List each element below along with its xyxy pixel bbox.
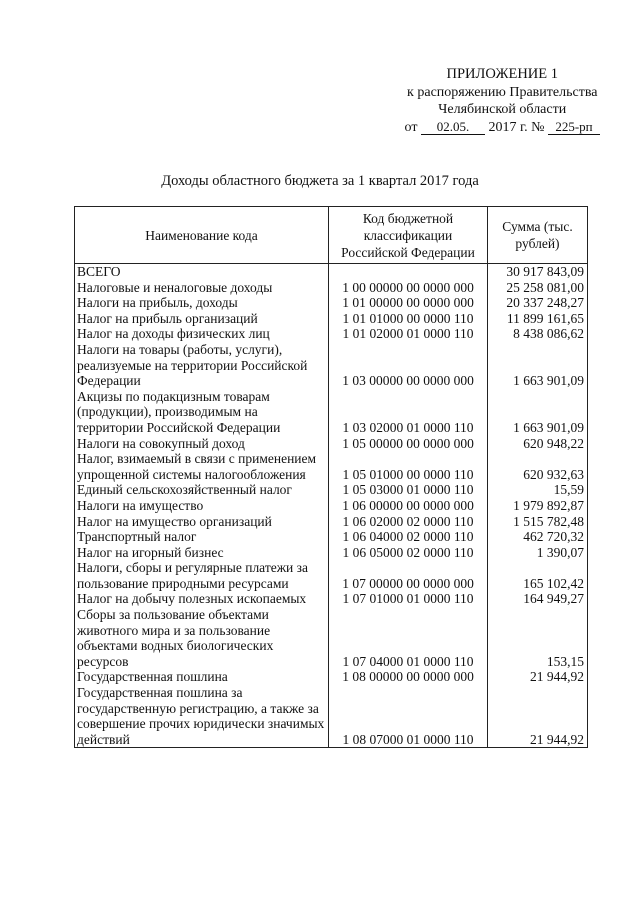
row-sum: 462 720,32 [488, 529, 588, 545]
table-row [75, 545, 588, 561]
row-sum: 20 337 248,27 [488, 295, 588, 311]
row-name: Налоговые и неналоговые доходы [75, 280, 329, 296]
row-sum: 15,59 [488, 482, 588, 498]
table-row [75, 591, 588, 607]
row-sum: 25 258 081,00 [488, 280, 588, 296]
date-year: 2017 г. № [488, 119, 545, 135]
revenue-table [74, 206, 588, 748]
row-code: 1 05 03000 01 0000 110 [329, 482, 488, 498]
table-row [75, 514, 588, 530]
appendix-line-2: Челябинской области [438, 102, 567, 117]
document-title: Доходы областного бюджета за 1 квартал 2017 года [161, 173, 479, 189]
row-sum: 164 949,27 [488, 591, 588, 607]
table-row [75, 264, 588, 280]
row-sum: 1 979 892,87 [488, 498, 588, 514]
row-name: Налоги на имущество [75, 498, 329, 514]
row-sum: 1 663 901,09 [488, 342, 588, 389]
row-name: Единый сельскохозяйственный налог [75, 482, 329, 498]
row-name: Налоги, сборы и регулярные платежи за пользование природными ресурсами [75, 560, 329, 591]
row-code: 1 06 04000 02 0000 110 [329, 529, 488, 545]
row-sum: 11 899 161,65 [488, 311, 588, 327]
row-code: 1 05 00000 00 0000 000 [329, 436, 488, 452]
appendix-line-1: к распоряжению Правительства [407, 84, 598, 100]
row-sum: 1 515 782,48 [488, 514, 588, 530]
row-sum: 30 917 843,09 [488, 264, 588, 280]
row-code: 1 08 07000 01 0000 110 [329, 685, 488, 748]
row-name: Налог, взимаемый в связи с применением упрощенной системы налогообложения [75, 451, 329, 482]
appendix-dateline [405, 119, 600, 137]
row-code [329, 264, 488, 280]
row-code: 1 01 01000 00 0000 110 [329, 311, 488, 327]
table-row [75, 451, 588, 482]
header-sum: Сумма (тыс. рублей) [488, 207, 588, 264]
row-code: 1 05 01000 00 0000 110 [329, 451, 488, 482]
table-row [75, 389, 588, 436]
row-name: Акцизы по подакцизным товарам (продукции), производимым на территории Российской Федерации [75, 389, 329, 436]
row-name: Транспортный налог [75, 529, 329, 545]
row-sum: 8 438 086,62 [488, 326, 588, 342]
row-name: Налоги на товары (работы, услуги), реализуемые на территории Российской Федерации [75, 342, 329, 389]
row-sum: 1 663 901,09 [488, 389, 588, 436]
row-name: Налог на имущество организаций [75, 514, 329, 530]
row-name: Государственная пошлина за государственную регистрацию, а также за совершение прочих юридически значимых действий [75, 685, 329, 748]
row-sum: 153,15 [488, 607, 588, 669]
row-sum: 21 944,92 [488, 669, 588, 685]
row-code: 1 07 01000 01 0000 110 [329, 591, 488, 607]
table-row [75, 436, 588, 452]
appendix-header [405, 66, 600, 136]
table-header-row [75, 207, 588, 264]
date-value: 02.05. [421, 120, 485, 135]
row-code: 1 06 02000 02 0000 110 [329, 514, 488, 530]
row-code: 1 03 02000 01 0000 110 [329, 389, 488, 436]
table-row [75, 326, 588, 342]
table-row [75, 295, 588, 311]
table-row [75, 280, 588, 296]
row-name: Государственная пошлина [75, 669, 329, 685]
row-name: Налоги на прибыль, доходы [75, 295, 329, 311]
row-code: 1 06 00000 00 0000 000 [329, 498, 488, 514]
row-code: 1 08 00000 00 0000 000 [329, 669, 488, 685]
table-row [75, 311, 588, 327]
row-code: 1 07 00000 00 0000 000 [329, 560, 488, 591]
row-code: 1 07 04000 01 0000 110 [329, 607, 488, 669]
row-sum: 620 932,63 [488, 451, 588, 482]
table-row [75, 498, 588, 514]
table-row [75, 607, 588, 669]
row-sum: 165 102,42 [488, 560, 588, 591]
order-number: 225-рп [548, 120, 600, 135]
row-code: 1 01 02000 01 0000 110 [329, 326, 488, 342]
table-row [75, 529, 588, 545]
row-sum: 1 390,07 [488, 545, 588, 561]
header-code: Код бюджетной классификации Российской Федерации [329, 207, 488, 264]
row-code: 1 03 00000 00 0000 000 [329, 342, 488, 389]
table-row [75, 342, 588, 389]
row-name: Налог на добычу полезных ископаемых [75, 591, 329, 607]
row-name: Налог на игорный бизнес [75, 545, 329, 561]
row-name: Сборы за пользование объектами животного мира и за пользование объектами водных биологических ресурсов [75, 607, 329, 669]
row-code: 1 00 00000 00 0000 000 [329, 280, 488, 296]
row-code: 1 06 05000 02 0000 110 [329, 545, 488, 561]
row-code: 1 01 00000 00 0000 000 [329, 295, 488, 311]
row-name: ВСЕГО [75, 264, 329, 280]
table-row [75, 560, 588, 591]
table-row [75, 685, 588, 748]
row-sum: 620 948,22 [488, 436, 588, 452]
row-name: Налог на доходы физических лиц [75, 326, 329, 342]
row-name: Налоги на совокупный доход [75, 436, 329, 452]
row-name: Налог на прибыль организаций [75, 311, 329, 327]
row-sum: 21 944,92 [488, 685, 588, 748]
appendix-title: ПРИЛОЖЕНИЕ 1 [446, 66, 558, 82]
header-name: Наименование кода [75, 207, 329, 264]
table-row [75, 669, 588, 685]
table-row [75, 482, 588, 498]
date-prefix: от [404, 119, 418, 135]
